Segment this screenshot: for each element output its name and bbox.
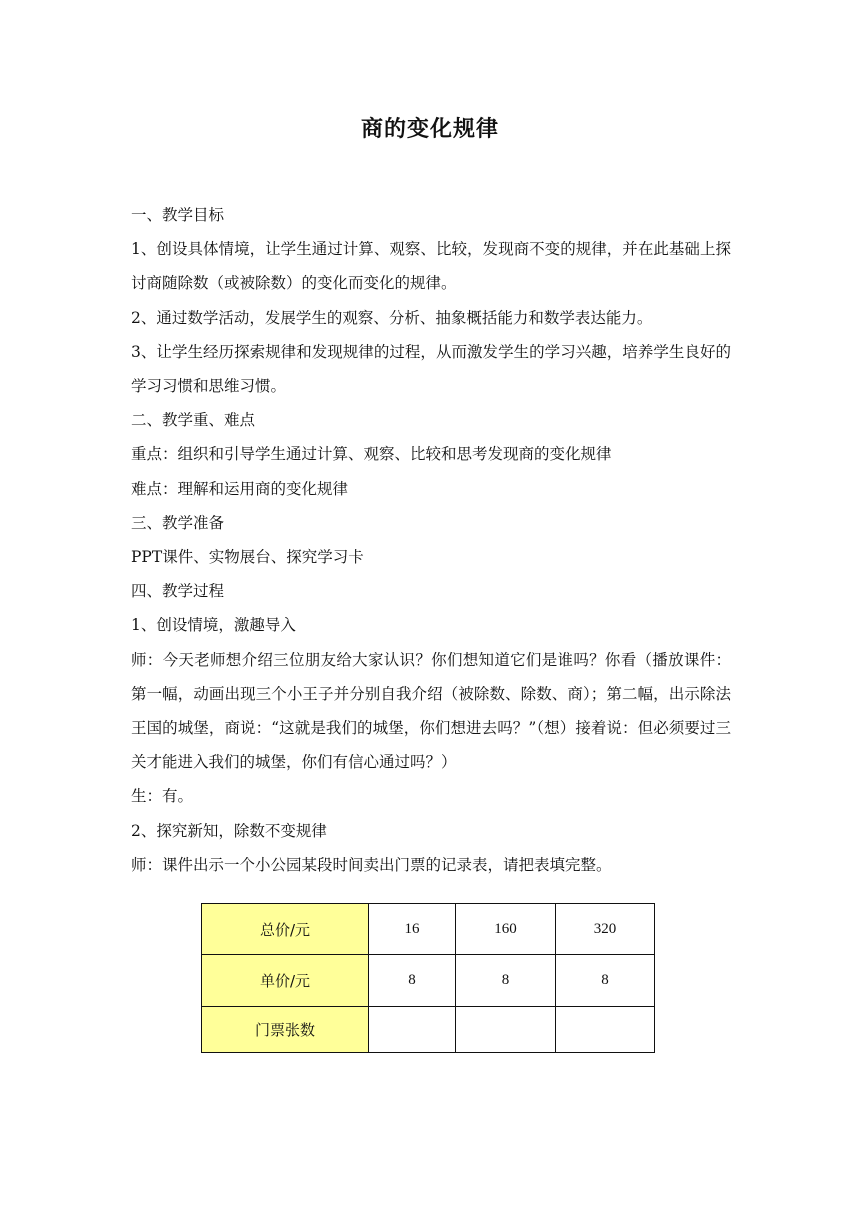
objective-1: 1、创设具体情境，让学生通过计算、观察、比较，发现商不变的规律，并在此基础上探讨商随除数（或被除数）的变化而变化的规律。 <box>131 240 731 293</box>
table-row <box>202 955 655 1007</box>
table-cell-empty <box>556 1007 655 1053</box>
document-title: 商的变化规律 <box>360 117 499 142</box>
table-cell-empty <box>456 1007 556 1053</box>
process-step-2-heading: 2、探究新知，除数不变规律 <box>131 821 327 840</box>
table-cell: 8 <box>456 955 556 1007</box>
ticket-record-table <box>201 903 655 1053</box>
table-cell: 160 <box>456 904 556 955</box>
section-heading-objectives: 一、教学目标 <box>131 206 225 224</box>
objective-2: 2、通过数学活动，发展学生的观察、分析、抽象概括能力和数学表达能力。 <box>131 308 653 327</box>
teacher-intro-paragraph: 师：今天老师想介绍三位朋友给大家认识？你们想知道它们是谁吗？你看（播放课件：第一幅，动画出现三个小王子并分别自我介绍（被除数、除数、商）；第二幅，出示除法王国的城堡，商说：“这就是我们的城堡，你们想进去吗？”（想）接着说：但必须要过三关才能进入我们的城堡，你们有信心通过吗？） <box>131 650 731 772</box>
table-cell: 8 <box>556 955 655 1007</box>
table-row <box>202 904 655 955</box>
document-body <box>131 198 731 882</box>
key-point: 重点：组织和引导学生通过计算、观察、比较和思考发现商的变化规律 <box>131 445 612 464</box>
row-label-total-price: 总价/元 <box>202 904 369 955</box>
objective-3: 3、让学生经历探索规律和发现规律的过程，从而激发学生的学习兴趣，培养学生良好的学习习惯和思维习惯。 <box>131 342 731 396</box>
table-row <box>202 1007 655 1053</box>
row-label-unit-price: 单价/元 <box>202 955 369 1007</box>
teacher-table-instruction: 师：课件出示一个小公园某段时间卖出门票的记录表，请把表填完整。 <box>131 855 612 874</box>
row-label-ticket-count: 门票张数 <box>202 1007 369 1053</box>
section-heading-preparation: 三、教学准备 <box>131 513 225 532</box>
table-cell: 16 <box>369 904 456 955</box>
table-cell-empty <box>369 1007 456 1053</box>
table-cell: 8 <box>369 955 456 1007</box>
section-heading-process: 四、教学过程 <box>131 582 225 601</box>
student-reply: 生：有。 <box>131 787 194 806</box>
preparation-materials: PPT课件、实物展台、探究学习卡 <box>131 548 364 567</box>
process-step-1-heading: 1、创设情境，激趣导入 <box>131 616 296 635</box>
difficult-point: 难点：理解和运用商的变化规律 <box>131 479 349 498</box>
table-cell: 320 <box>556 904 655 955</box>
section-heading-key-points: 二、教学重、难点 <box>131 411 256 430</box>
